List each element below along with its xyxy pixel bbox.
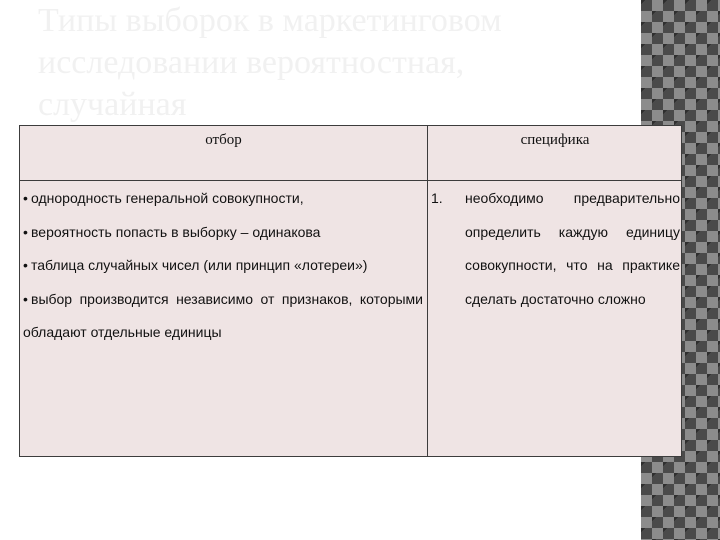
table-header-selection: отбор <box>205 132 242 148</box>
list-number: 1. <box>431 190 443 206</box>
column-divider <box>427 126 428 456</box>
slide-title: Типы выборок в маркетинговом исследовании вероятностная, случайная <box>38 2 502 123</box>
bullet-icon: • <box>23 257 28 273</box>
table-header-specifics: специфика <box>520 132 590 148</box>
bullet-icon: • <box>23 223 28 240</box>
bullet-icon: • <box>23 290 28 307</box>
specifics-text: необходимо предварительно определить каждую единицу совокупности, что на практике сделать достаточно сложно <box>465 190 680 307</box>
header-row-divider <box>20 180 681 181</box>
list-item: • вероятность попасть в выборку – одинакова <box>23 216 423 250</box>
list-item: • выбор производится независимо от признаков, которыми обладают отдельные единицы <box>23 283 423 350</box>
list-item: • таблица случайных чисел (или принцип «лотереи») <box>23 249 423 283</box>
selection-cell <box>23 182 423 350</box>
list-item: • однородность генеральной совокупности, <box>23 182 423 216</box>
comparison-table <box>19 125 682 457</box>
bullet-icon: • <box>23 190 28 206</box>
